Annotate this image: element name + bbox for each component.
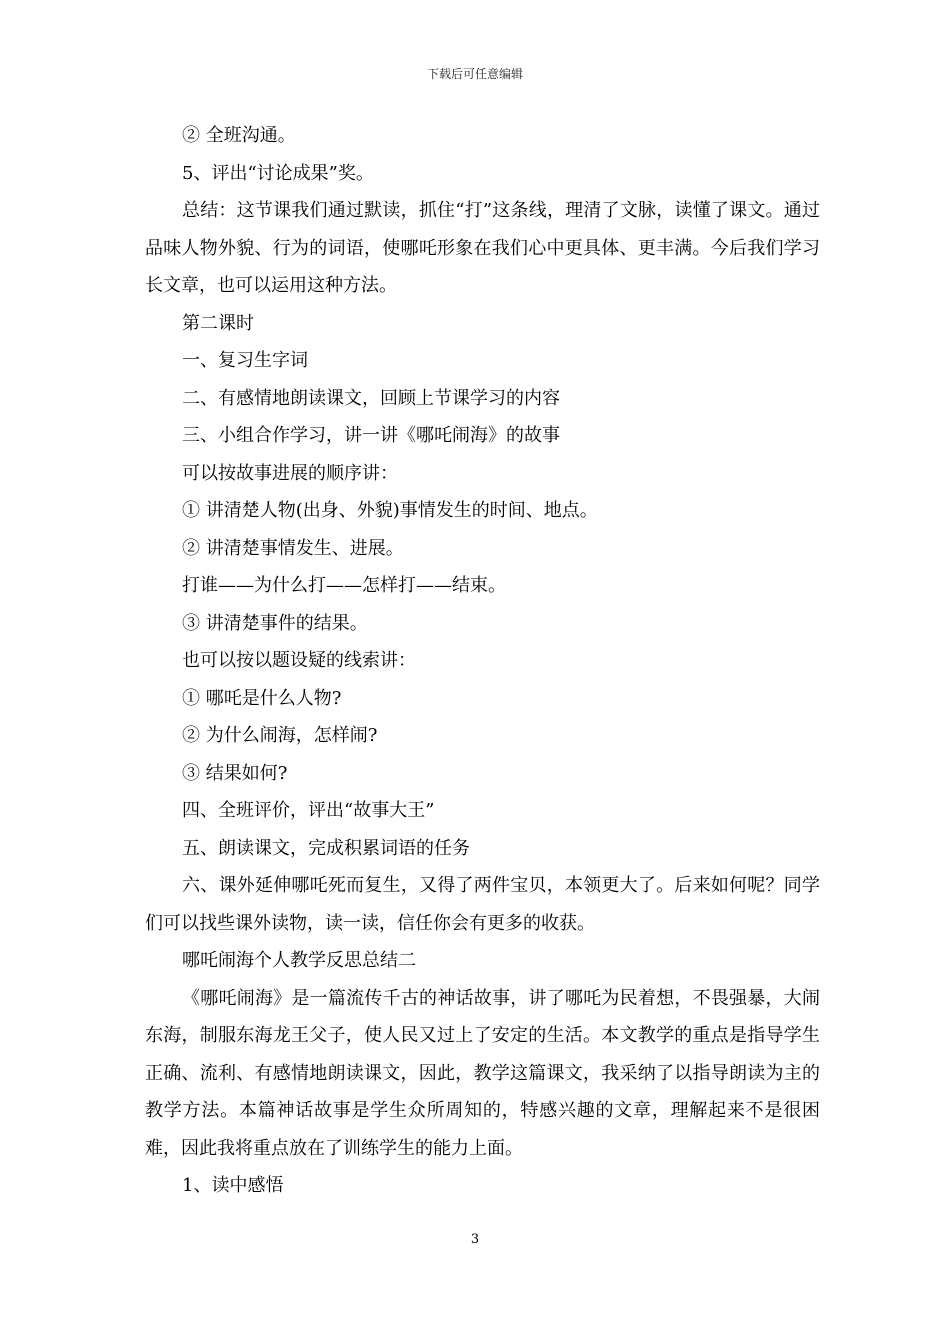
paragraph-line: 1、读中感悟: [182, 1175, 284, 1196]
paragraph-line: 打谁——为什么打——怎样打——结束。: [182, 575, 506, 596]
paragraph-line: 可以按故事进展的顺序讲：: [182, 462, 398, 484]
paragraph-line: ② 全班沟通。: [182, 125, 296, 146]
paragraph-reflection: 《哪吒闹海》是一篇流传千古的神话故事，讲了哪吒为民着想，不畏强暴，大闹东海，制服东海龙王父子，使人民又过上了安定的生活。本文教学的重点是指导学生正确、流利、有感情地朗读课文，因此，教学这篇课文，我采纳了以指导朗读为主的教学方法。本篇神话故事是学生众所周知的，特感兴趣的文章，理解起来不是很困难，因此我将重点放在了训练学生的能力上面。: [145, 987, 820, 1159]
document-body: [145, 117, 820, 1205]
section-heading: 哪吒闹海个人教学反思总结二: [182, 950, 416, 971]
paragraph-line: 5、评出“讨论成果”奖。: [182, 162, 374, 184]
list-item: ③ 讲清楚事件的结果。: [182, 612, 368, 634]
section-heading: 第二课时: [182, 312, 254, 334]
paragraph-line: 四、全班评价，评出“故事大王”: [182, 800, 435, 821]
list-item: ② 为什么闹海，怎样闹?: [182, 725, 378, 746]
paragraph-line: 一、复习生字词: [182, 350, 308, 371]
list-item: ① 讲清楚人物(出身、外貌)事情发生的时间、地点。: [182, 500, 598, 521]
paragraph-line: 二、有感情地朗读课文，回顾上节课学习的内容: [182, 387, 560, 409]
paragraph-extension: 六、课外延伸哪吒死而复生，又得了两件宝贝，本领更大了。后来如何呢？同学们可以找些课外读物，读一读，信任你会有更多的收获。: [145, 875, 820, 934]
paragraph-line: 也可以按以题设疑的线索讲：: [182, 650, 416, 671]
paragraph-line: 三、小组合作学习，讲一讲《哪吒闹海》的故事: [182, 425, 560, 446]
page-header: 下载后可任意编辑: [426, 67, 523, 81]
list-item: ② 讲清楚事情发生、进展。: [182, 537, 404, 559]
page-number: 3: [470, 1232, 480, 1247]
list-item: ③ 结果如何?: [182, 762, 288, 784]
paragraph-line: 五、朗读课文，完成积累词语的任务: [182, 837, 470, 859]
paragraph-summary: 总结：这节课我们通过默读，抓住“打”这条线，理清了文脉，读懂了课文。通过品味人物外貌、行为的词语，使哪吒形象在我们心中更具体、更丰满。今后我们学习长文章，也可以运用这种方法。: [145, 200, 820, 296]
list-item: ① 哪吒是什么人物?: [182, 687, 342, 709]
